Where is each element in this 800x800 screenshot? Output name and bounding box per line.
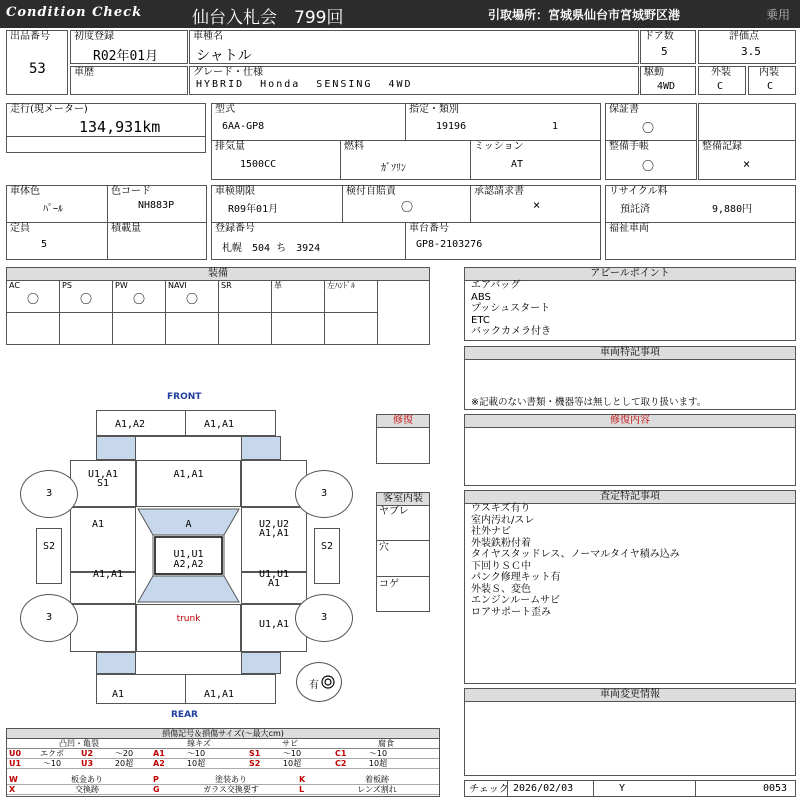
legend-code: X (9, 785, 16, 794)
equipment-col (325, 280, 378, 344)
rear-label: REAR (171, 710, 198, 720)
spare-tire (296, 662, 342, 702)
spare-tire-icon (321, 675, 335, 689)
warranty: 〇 (642, 121, 655, 135)
legend-desc: 10超 (282, 759, 302, 768)
grade-cell: グレード・仕様 HYBRID Honda SENSING 4WD (189, 66, 639, 95)
displacement-cell: 排気量 1500CC (211, 140, 341, 180)
mark-fender-rf: U2,U2 A1,A1 (258, 519, 290, 539)
grade: HYBRID Honda SENSING 4WD (196, 79, 413, 90)
welfare-cell: 福祉車両 (605, 222, 796, 260)
exterior-grade: C (717, 81, 724, 92)
legend-code: A2 (153, 759, 165, 768)
note-line: エアバッグ (471, 280, 521, 291)
door-left-front (70, 507, 136, 572)
approval-cell: 承認請求書 × (470, 185, 601, 223)
car-name: シャトル (196, 48, 252, 64)
legend-code: G (153, 785, 160, 794)
check-number: 0053 (763, 783, 788, 794)
body-color: ﾊﾟｰﾙ (43, 204, 63, 215)
first-registration: R02年01月 (93, 49, 159, 64)
door-right-front (241, 507, 307, 572)
mission-cell: ミッション AT (470, 140, 601, 180)
wheel-right-rear: 3 (295, 594, 353, 642)
service-record-cell: 整備記録 × (698, 140, 796, 180)
note-line: 外装鉄粉付着 (471, 537, 531, 549)
score: 3.5 (741, 45, 761, 58)
legend-code: A1 (153, 749, 165, 758)
mark-roof: U1,U1 A2,A2 (173, 549, 204, 570)
legend-code: U3 (81, 759, 94, 768)
equipment-label: PS (62, 281, 72, 290)
legend-code: U1 (9, 759, 22, 768)
model-type-cell: 型式 6AA-GP8 (211, 103, 407, 141)
exterior-cell: 外装 C (698, 66, 746, 95)
legend-code: S2 (249, 759, 261, 768)
mirror-left-mark: S2 (42, 541, 56, 552)
mirror-right-mark: S2 (320, 541, 334, 552)
mark-door-lf: A1 (91, 519, 105, 530)
special-notes-box (464, 346, 796, 410)
fuel-cell: 燃料 ｶﾞｿﾘﾝ (340, 140, 471, 180)
mark-rear-left: A1 (111, 689, 125, 700)
equipment-label: 革 (274, 281, 282, 290)
legend-code: W (9, 775, 18, 784)
trunk-label: trunk (176, 614, 201, 624)
note-line: パンク修理キット有 (471, 572, 561, 583)
legend-code: K (299, 775, 306, 784)
classification-cell: 指定・類別 19196 1 (405, 103, 601, 141)
classification-2: 1 (552, 121, 559, 132)
color-code-cell: 色コード NH883P (107, 185, 207, 223)
lot-number-cell: 出品番号 53 (6, 30, 68, 95)
legend-code: U2 (81, 749, 94, 758)
legend-desc: 交換跡 (75, 785, 99, 794)
legend-code: S1 (249, 749, 261, 758)
cabin-title: 客室内装 (377, 493, 429, 506)
capacity-cell: 定員 5 (6, 222, 108, 260)
plate-number: 札幌 504 ち 3924 (222, 243, 321, 254)
vehicle-category: 乗用 (766, 8, 791, 22)
note-line: 社外ナビ (471, 526, 511, 537)
front-label: FRONT (167, 392, 202, 402)
equipment-col (166, 280, 219, 344)
repair-content-title: 修復内容 (465, 415, 795, 428)
doors: 5 (661, 45, 668, 58)
wheel-left-rear: 3 (20, 594, 78, 642)
insurance-cell: 検付自賠責 〇 (342, 185, 471, 223)
legend-desc: 板金あり (71, 775, 103, 784)
legend-code: L (299, 785, 305, 794)
legend-desc: ガラス交換要す (203, 785, 259, 794)
note-line: 外装Ｓ、変色 (471, 583, 531, 595)
equipment-col (219, 280, 272, 344)
assessment-list (471, 503, 680, 618)
equipment-label: PW (115, 281, 128, 290)
mark-door-lr: A1,A1 (92, 569, 124, 580)
equipment-label: 左ﾊﾝﾄﾞﾙ (327, 281, 355, 290)
legend-desc: ～10 (186, 749, 206, 758)
equipment-value: 〇 (27, 292, 40, 306)
legend-code: P (153, 775, 159, 784)
legend-group: 凸凹・亀裂 (7, 739, 151, 749)
note-line: ABS (471, 291, 491, 303)
mark-hood: A1,A1 (173, 469, 204, 480)
legend-group: 腐食 (333, 739, 439, 749)
legend-desc: ～10 (42, 759, 62, 768)
check-row (464, 780, 796, 797)
legend-group: 線キズ (151, 739, 247, 749)
inspection-expiry: R09年01月 (228, 204, 279, 215)
mark-front-left: A1,A2 (114, 419, 146, 430)
note-line: 下回りＳＣ中 (471, 560, 531, 572)
appeal-list (471, 280, 551, 338)
spare-label: 有 (309, 680, 319, 691)
legend-desc: ～20 (114, 749, 134, 758)
chassis-cell: 車台番号 GP8-2103276 (405, 222, 601, 260)
equipment-title: 装備 (7, 268, 429, 281)
displacement: 1500CC (240, 159, 277, 170)
legend-desc: 塗装あり (215, 775, 247, 784)
mark-quarter-rr: U1,A1 (258, 619, 290, 630)
color-code: NH883P (138, 200, 175, 211)
assessment-box (464, 490, 796, 684)
pickup-location: 引取場所：宮城県仙台市宮城野区港 (488, 8, 681, 22)
model-type: 6AA-GP8 (222, 121, 265, 132)
plate-cell: 登録番号 札幌 504 ち 3924 (211, 222, 407, 260)
hood (136, 460, 241, 507)
interior-cell: 内装 C (748, 66, 796, 95)
legend-desc: 着板跡 (365, 775, 389, 784)
lot-number: 53 (29, 61, 46, 77)
mirror-left (36, 528, 62, 584)
legend-desc: エクボ (40, 749, 64, 758)
insurance: 〇 (401, 200, 414, 214)
note-line: ETC (471, 314, 490, 326)
equipment-col (60, 280, 113, 344)
recycle-status: 預託済 (620, 204, 650, 215)
score-cell: 評価点 3.5 (698, 30, 796, 64)
appeal-box (464, 267, 796, 341)
inspection-cell: 車検期限 R09年01月 (211, 185, 343, 223)
legend-group: サビ (247, 739, 333, 749)
equipment-value: 〇 (133, 292, 146, 306)
note-line: バックカメラ付き (471, 326, 551, 337)
repair-content-box (464, 414, 796, 486)
appeal-title: アピールポイント (465, 268, 795, 281)
legend-desc: 10超 (368, 759, 388, 768)
cabin-hole: 穴 (379, 542, 389, 553)
car-name-cell: 車種名 シャトル (189, 30, 639, 64)
chassis-number: GP8-2103276 (416, 239, 483, 250)
mileage: 134,931km (79, 118, 161, 136)
mark-fender-lf: U1,A1 S1 (87, 469, 119, 489)
equipment-value: 〇 (186, 292, 199, 306)
check-date: 2026/02/03 (513, 783, 574, 794)
wheel-left-front: 3 (20, 470, 78, 518)
equipment-col (272, 280, 325, 344)
repair-box (376, 414, 430, 464)
mark-door-rr: U1,U1 A1 (258, 569, 290, 589)
repair-box-title: 修復 (377, 415, 429, 428)
doors-cell: ドア数 5 (640, 30, 696, 64)
check-mark: Y (619, 783, 626, 794)
equipment-label: SR (221, 281, 232, 290)
equipment-label: AC (9, 281, 20, 290)
mark-rear-right: A1,A1 (203, 689, 235, 700)
cabin-box (376, 492, 430, 612)
drive-cell: 駆動 4WD (640, 66, 696, 95)
service-record: × (743, 157, 751, 171)
classification-1: 19196 (436, 121, 467, 132)
mileage-cell: 走行(現メーター) 134,931km (6, 103, 206, 153)
equipment-value: 〇 (80, 292, 93, 306)
cabin-burn: コゲ (379, 579, 399, 590)
special-note: ※記載のない書類・機器等は無しとして取り扱います。 (471, 397, 707, 408)
cabin-tear: ヤブレ (379, 506, 409, 517)
blank-cell (698, 103, 796, 141)
legend-title: 損傷記号＆損傷サイズ(～最大cm) (7, 729, 439, 739)
damage-legend (6, 728, 440, 797)
quarter-left (70, 604, 136, 652)
service-book-cell: 整備手帳 〇 (605, 140, 697, 180)
damage-diagram (0, 388, 376, 723)
equipment-table (6, 267, 430, 345)
legend-code: C2 (335, 759, 347, 768)
recycle-amount: 9,880円 (712, 204, 753, 215)
mark-windshield: A (185, 519, 192, 530)
note-line: 室内汚れ/スレ (471, 514, 535, 526)
legend-desc: ～10 (368, 749, 388, 758)
trunk-panel (136, 604, 241, 652)
warranty-cell: 保証書 〇 (605, 103, 697, 141)
equipment-col (7, 280, 60, 344)
legend-desc: ～10 (282, 749, 302, 758)
legend-code: C1 (335, 749, 347, 758)
note-line: ウスキズ有り (471, 503, 531, 514)
assessment-title: 査定特記事項 (465, 491, 795, 504)
special-notes-title: 車両特記事項 (465, 347, 795, 360)
history-cell: 車歴 (70, 66, 188, 95)
note-line: タイヤスタッドレス、ノーマルタイヤ積み込み (471, 549, 680, 560)
approval: × (533, 198, 541, 212)
equipment-label: NAVI (168, 281, 187, 290)
wheel-right-front: 3 (295, 470, 353, 518)
legend-desc: 10超 (186, 759, 206, 768)
note-line: プッシュスタート (471, 303, 551, 314)
equipment-col (113, 280, 166, 344)
legend-code: U0 (9, 749, 22, 758)
legend-desc: 20超 (114, 759, 134, 768)
change-info-title: 車両変更情報 (465, 689, 795, 702)
color-cell: 車体色 ﾊﾟｰﾙ (6, 185, 108, 223)
header-bar (0, 0, 800, 28)
check-label: チェック (469, 784, 509, 795)
recycle-cell: リサイクル料 預託済 9,880円 (605, 185, 796, 223)
fuel: ｶﾞｿﾘﾝ (381, 163, 406, 174)
change-info-box (464, 688, 796, 776)
drive: 4WD (657, 81, 676, 92)
capacity: 5 (41, 239, 48, 250)
mark-front-right: A1,A1 (203, 419, 235, 430)
note-line: ロアサポート歪み (471, 606, 551, 618)
load-cell: 積載量 (107, 222, 207, 260)
legend-desc: レンズ割れ (357, 785, 397, 794)
first-reg-cell: 初度登録 R02年01月 (70, 30, 188, 64)
service-book: 〇 (642, 159, 655, 173)
mirror-right (314, 528, 340, 584)
brand-title: Condition Check (6, 5, 143, 20)
mission: AT (511, 159, 524, 170)
note-line: エンジンルームサビ (471, 595, 561, 606)
auction-title: 仙台入札会 799回 (192, 8, 344, 28)
interior-grade: C (767, 81, 774, 92)
